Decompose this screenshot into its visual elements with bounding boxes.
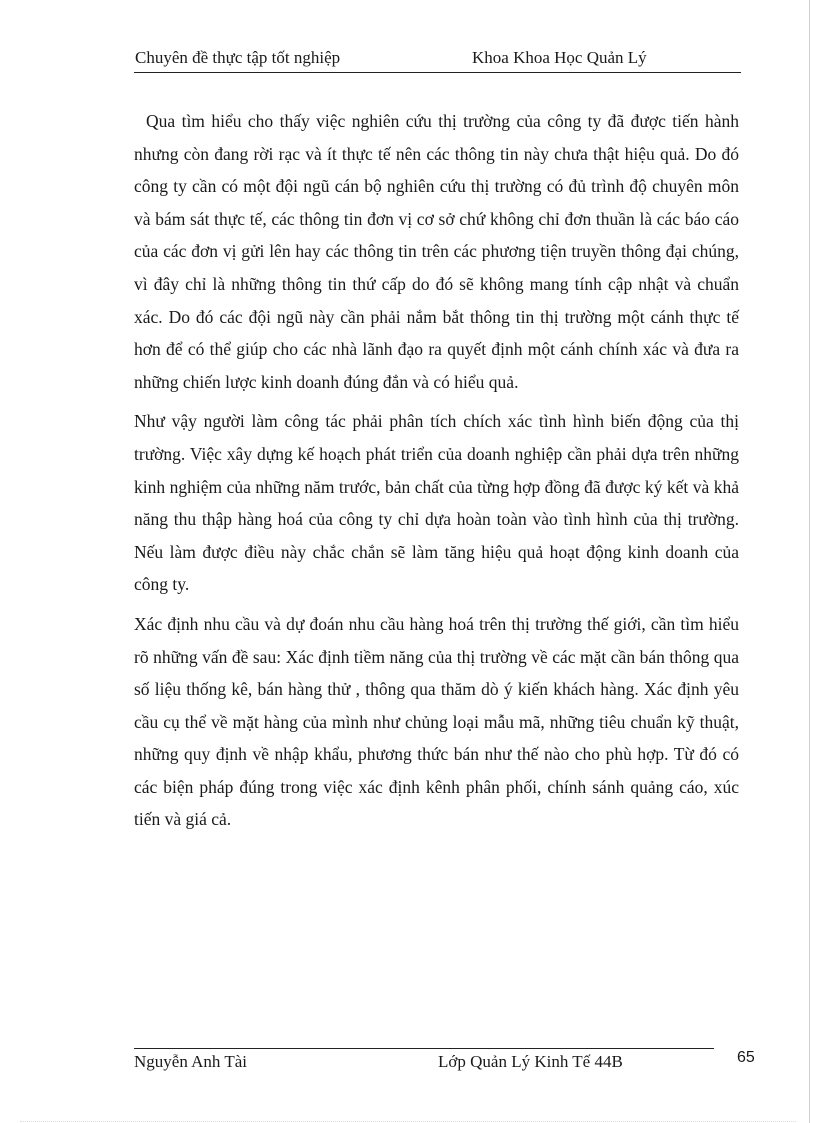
body-text (134, 105, 739, 843)
paragraph-demand-forecast: Xác định nhu cầu và dự đoán nhu cầu hàng hoá trên thị trường thế giới, cần tìm hiểu rõ những vấn đề sau: Xác định tiềm năng của thị trường về các mặt cần bán thông qua số liệu thống kê, bán hàng thử , thông qua thăm dò ý kiến khách hàng. Xác định yêu cầu cụ thể về mặt hàng của mình như chủng loại mẫu mã, những tiêu chuẩn kỹ thuật, những quy định về nhập khẩu, phương thức bán như thế nào cho phù hợp. Từ đó có các biện pháp đúng trong việc xác định kênh phân phối, chính sánh quảng cáo, xúc tiến và giá cả. (134, 613, 739, 830)
footer-divider (134, 1048, 714, 1049)
paragraph-market-analysis: Như vậy người làm công tác phải phân tích chích xác tình hình biến động của thị trường. Việc xây dựng kế hoạch phát triển của doanh nghiệp cần phải dựa trên những kinh nghiệm của những năm trước, bản chất của từng hợp đồng đã được ký kết và khả năng thu thập hàng hoá của công ty chỉ dựa hoàn toàn vào tình hình của thị trường. Nếu làm được điều này chắc chắn sẽ làm tăng hiệu quả hoạt động kinh doanh của công ty. (134, 411, 739, 595)
header-thesis-title: Chuyên đề thực tập tốt nghiệp (135, 48, 341, 67)
header-faculty: Khoa Khoa Học Quản Lý (472, 48, 647, 67)
footer-author: Nguyễn Anh Tài (134, 1052, 248, 1071)
paragraph-market-research: Qua tìm hiểu cho thấy việc nghiên cứu thị trường của công ty đã được tiến hành nhưng còn đang rời rạc và ít thực tế nên các thông tin này chưa thật hiệu quả. Do đó công ty cần có một đội ngũ cán bộ nghiên cứu thị trường có đủ trình độ chuyên môn và bám sát thực tế, các thông tin đơn vị cơ sở chứ không chỉ đơn thuần là các báo cáo của các đơn vị gửi lên hay các thông tin trên các phương tiện truyền thông đại chúng, vì đây chỉ là những thông tin thứ cấp do đó sẽ không mang tính cập nhật và chuẩn xác. Do đó các đội ngũ này cần phải nắm bắt thông tin thị trường một cánh thực tế hơn để có thể giúp cho các nhà lãnh đạo ra quyết định một cánh chính xác và đưa ra những chiến lược kinh doanh đúng đắn và có hiểu quả. (134, 111, 739, 392)
page-bottom-edge (20, 1121, 796, 1122)
page-header (134, 48, 741, 73)
footer-class: Lớp Quản Lý Kinh Tế 44B (438, 1052, 623, 1071)
page-edge (809, 0, 810, 1123)
page-number: 65 (737, 1049, 755, 1066)
